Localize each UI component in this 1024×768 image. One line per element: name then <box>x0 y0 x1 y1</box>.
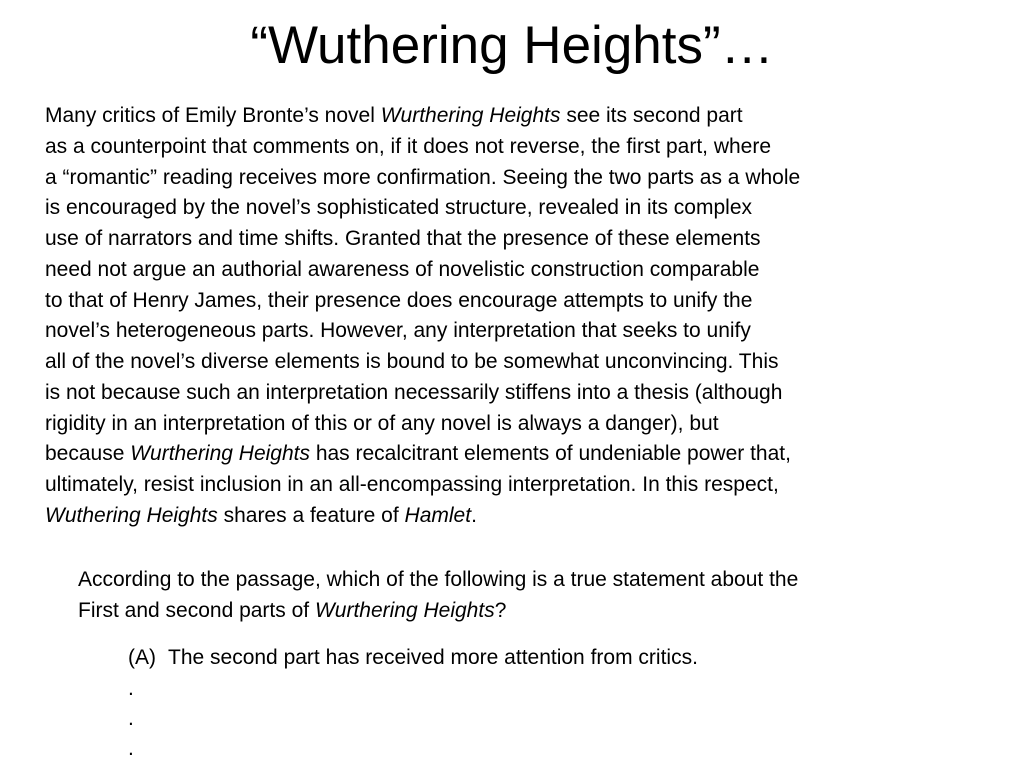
text-run: as a counterpoint that comments on, if it does not reverse, the first part, where <box>45 134 772 158</box>
passage-line <box>45 347 1020 378</box>
text-run: all of the novel’s diverse elements is bound to be somewhat unconvincing. This <box>45 350 779 373</box>
ellipsis-dot: . <box>128 737 134 760</box>
passage-line <box>45 501 1020 532</box>
text-run: a “romantic” reading receives more confirmation. Seeing the two parts as a whole <box>45 165 801 189</box>
passage-line <box>45 378 1020 409</box>
passage-line <box>45 286 1020 317</box>
passage-line <box>45 132 1020 163</box>
text-run: because <box>45 442 131 466</box>
ellipsis-dot: . <box>128 707 134 730</box>
text-run: . <box>471 503 477 527</box>
answer-option-a <box>128 643 698 673</box>
play-title: Hamlet <box>404 503 472 527</box>
book-title: Wuthering Heights <box>45 503 218 527</box>
text-run: ? <box>494 598 507 622</box>
slide-title: “Wuthering Heights”… <box>250 16 774 75</box>
question-line <box>78 596 1008 627</box>
text-run: has recalcitrant elements of undeniable power that, <box>309 442 791 466</box>
text-run: ultimately, resist inclusion in an all-encompassing interpretation. In this respect, <box>45 473 779 496</box>
text-run: novel’s heterogeneous parts. However, any interpretation that seeks to unify <box>45 319 751 343</box>
passage-line <box>45 409 1020 440</box>
answer-letter: (A) <box>128 646 156 669</box>
book-title: Wurthering Heights <box>130 442 310 466</box>
text-run: is encouraged by the novel’s sophisticated structure, revealed in its complex <box>45 196 752 220</box>
passage-line <box>45 101 1020 132</box>
text-run: Many critics of Emily Bronte’s novel <box>45 104 381 127</box>
question <box>78 565 1008 627</box>
text-run: see its second part <box>560 104 743 127</box>
text-run: First and second parts of <box>78 598 315 622</box>
text-run: rigidity in an interpretation of this or of any novel is always a danger), but <box>45 411 719 435</box>
text-run: shares a feature of <box>217 503 405 527</box>
question-line: According to the passage, which of the following is a true statement about the <box>78 568 799 591</box>
text-run: is not because such an interpretation necessarily stiffens into a thesis (although <box>45 380 783 404</box>
text-run: use of narrators and time shifts. Granted that the presence of these elements <box>45 227 761 250</box>
passage-line <box>45 439 1020 470</box>
ellipsis-dot: . <box>128 677 134 700</box>
passage-line <box>45 193 1020 224</box>
passage-line <box>45 163 1020 194</box>
text-run: need not argue an authorial awareness of novelistic construction comparable <box>45 257 760 281</box>
ellipsis <box>128 674 134 764</box>
passage-line <box>45 224 1020 255</box>
book-title: Wurthering Heights <box>314 598 495 622</box>
passage-line <box>45 316 1020 347</box>
passage-line <box>45 255 1020 286</box>
text-run: to that of Henry James, their presence does encourage attempts to unify the <box>45 288 753 312</box>
passage <box>45 101 1020 532</box>
answer-text: The second part has received more attention from critics. <box>168 646 698 669</box>
passage-line <box>45 470 1020 501</box>
book-title: Wurthering Heights <box>380 104 561 127</box>
